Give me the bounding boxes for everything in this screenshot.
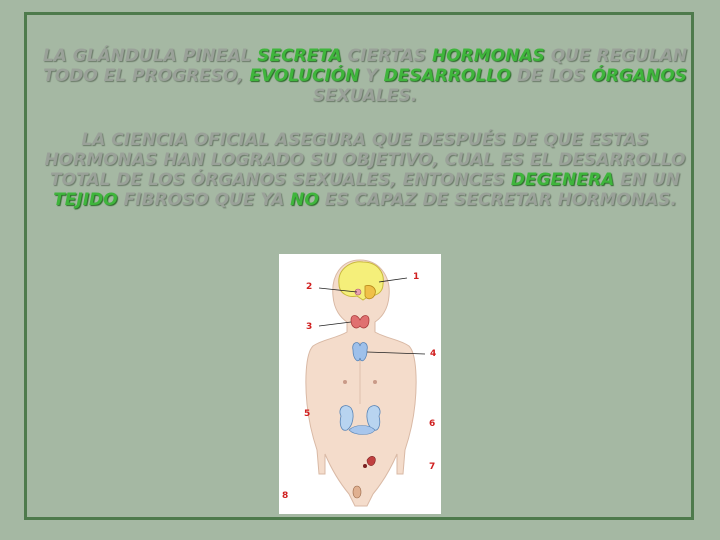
diagram-label-6: 6 (429, 419, 436, 429)
text-span: DE LOS (510, 66, 592, 86)
diagram-label-3: 3 (306, 322, 313, 332)
text-span: EN UN (614, 170, 680, 190)
pointer-line-3 (319, 322, 351, 326)
highlight-evolucion: EVOLUCIÓN (249, 66, 360, 86)
paragraph-pineal (30, 46, 700, 106)
text-span: LA GLÁNDULA PINEAL (42, 46, 258, 66)
highlight-degenera: DEGENERA (510, 170, 615, 190)
text-span: QUE REGULAN TODO EL PROGRESO, (43, 46, 688, 86)
nipple-left (343, 380, 347, 384)
highlight-desarrollo: DESARROLLO (383, 66, 511, 86)
diagram-label-1: 1 (413, 272, 420, 282)
text-span: FIBROSO QUE YA (117, 190, 291, 210)
endocrine-diagram (279, 254, 441, 514)
diagram-label-8: 8 (282, 491, 289, 501)
pituitary-gland-shape (365, 285, 375, 298)
diagram-label-4: 4 (430, 349, 437, 359)
highlight-organos: ÓRGANOS (591, 66, 687, 86)
testes-shape (353, 486, 361, 498)
text-span: CIERTAS (341, 46, 432, 66)
highlight-hormonas: HORMONAS (432, 46, 545, 66)
text-span: Y (359, 66, 384, 86)
diagram-label-5: 5 (304, 409, 311, 419)
nipple-right (373, 380, 377, 384)
thymus-shape (353, 343, 368, 361)
text-span: SEXUALES. (312, 86, 418, 106)
text-span: ES CAPAZ DE SECRETAR HORMONAS. (318, 190, 677, 210)
paragraph-ciencia (30, 130, 700, 210)
highlight-no: NO (290, 190, 319, 210)
diagram-label-2: 2 (306, 282, 313, 292)
text-span: LA CIENCIA OFICIAL ASEGURA QUE DESPUÉS DE QUE ESTAS HORMONAS HAN LOGRADO SU OBJETIVO, CUAL ES EL DESARROLLO TOTAL DE LOS ÓRGANOS SEXUALES, ENTONCES (44, 130, 686, 190)
body-illustration (279, 254, 441, 514)
brain-shape (339, 262, 383, 300)
diagram-label-7: 7 (429, 462, 436, 472)
highlight-secreta: SECRETA (257, 46, 342, 66)
ovary-dot (363, 464, 367, 468)
highlight-tejido: TEJIDO (53, 190, 118, 210)
